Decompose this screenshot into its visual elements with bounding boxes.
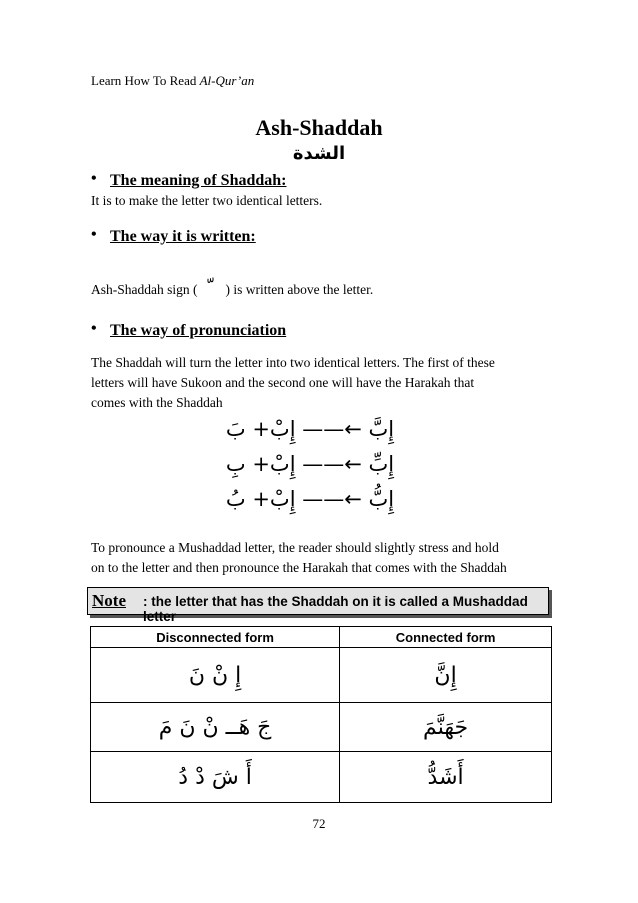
- header-italic: Al-Qur’an: [199, 73, 255, 88]
- page-title-arabic: الشدة: [292, 143, 346, 164]
- column-header: Connected form: [340, 627, 552, 648]
- disconnected-cell: أَ شَ دْ دُ: [91, 752, 340, 803]
- formula-line: إِبَّ ←—— إِبْ+ بَ: [225, 417, 395, 441]
- disconnected-cell: إِ نْ نَ: [91, 648, 340, 703]
- pronounce-paragraph: To pronounce a Mushaddad letter, the reader should slightly stress and hold on to the letter and then pronounce the Harakah that comes with the Shaddah: [91, 540, 507, 575]
- connected-cell: إِنَّ: [340, 648, 552, 703]
- formula-line: إِبِّ ←—— إِبْ+ بِ: [225, 452, 395, 476]
- bullet-icon: •: [91, 226, 97, 243]
- bullet-icon: •: [91, 320, 97, 337]
- section-pronunciation-heading: • The way of pronunciation: [91, 320, 287, 339]
- running-header: [91, 73, 254, 89]
- table-header-row: [91, 627, 552, 648]
- section-meaning-text: It is to make the letter two identical letters.: [91, 193, 323, 208]
- note-box: [87, 587, 549, 624]
- connected-cell: جَهَنَّمَ: [340, 703, 552, 752]
- section-meaning-heading: • The meaning of Shaddah:: [91, 170, 287, 189]
- page-number: 72: [312, 816, 326, 831]
- formula-line: إِبُّ ←—— إِبْ+ بُ: [225, 487, 395, 511]
- connected-cell: أَشَدُّ: [340, 752, 552, 803]
- section-written-heading: • The way it is written:: [91, 226, 256, 245]
- table-row: [91, 752, 552, 803]
- column-header: Disconnected form: [91, 627, 340, 648]
- section-pronunciation-text: The Shaddah will turn the letter into two identical letters. The first of these letters will have Sukoon and the second one will have the Harakah that comes with the Shaddah: [91, 355, 495, 410]
- section-written-text: Ash-Shaddah sign ( ) is written above the letter.: [91, 282, 374, 297]
- page-title: Ash-Shaddah: [255, 115, 383, 140]
- header-text: Learn How To Read: [91, 73, 200, 88]
- table-row: [91, 648, 552, 703]
- forms-table: [90, 626, 552, 803]
- bullet-icon: •: [91, 170, 97, 187]
- note-label: Note: [92, 591, 126, 610]
- disconnected-cell: جَ هَــ نْ نَ مَ: [91, 703, 340, 752]
- table-row: [91, 703, 552, 752]
- note-text: : the letter that has the Shaddah on it is called a Mushaddad letter: [143, 594, 528, 624]
